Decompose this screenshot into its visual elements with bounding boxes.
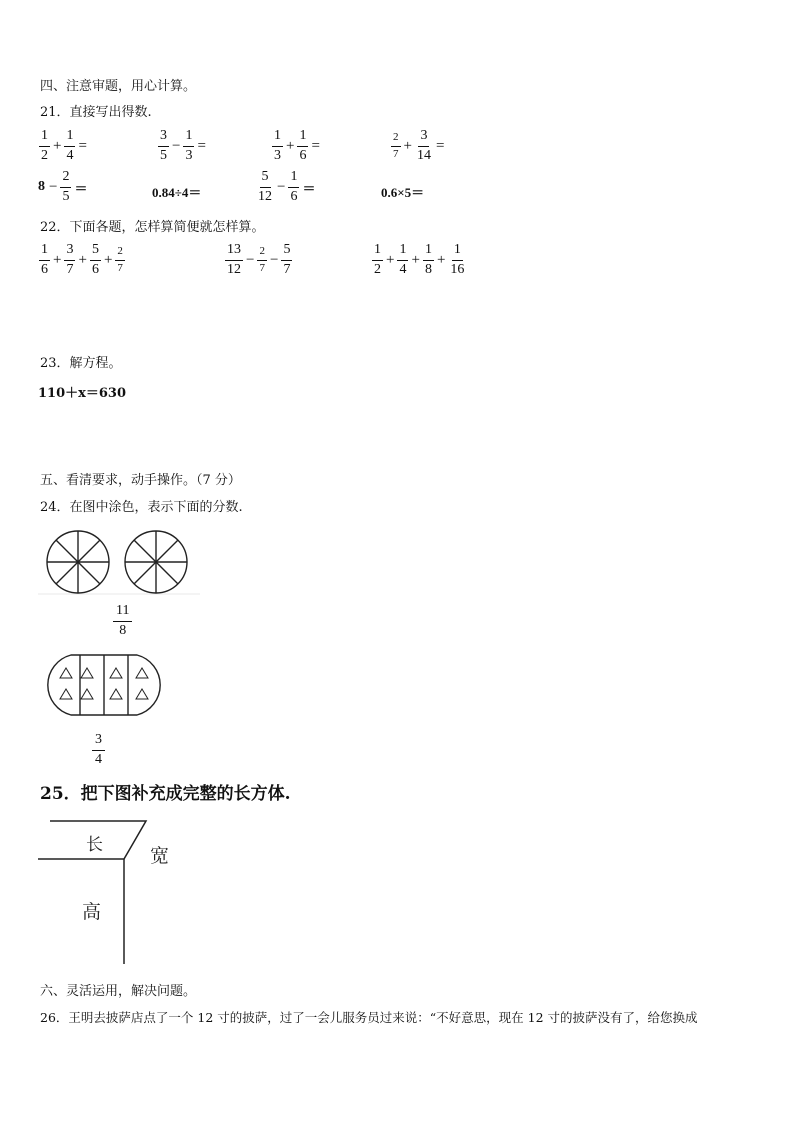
q21-expression-7: $\frac{5}{12}$ − $\frac{1}{6}$ ＝ (258, 169, 316, 204)
q24-fraction-2: 3 4 (92, 733, 105, 767)
section-4-title: 四、注意审题，用心计算。 (40, 79, 197, 94)
q24-fraction-1: 11 8 (113, 604, 132, 638)
q21-expression-5: 8 − $\frac{2}{5}$ ＝ (38, 169, 88, 204)
q24-circles-figure (38, 524, 200, 598)
question-25-title: 25．把下图补充成完整的长方体. (40, 784, 291, 804)
label-height: 高 (82, 901, 102, 923)
q21-expression-8: 0.6×5＝ (381, 185, 425, 200)
question-21-title: 21．直接写出得数. (40, 105, 152, 120)
q23-equation: 110＋x＝630 (38, 386, 127, 401)
circle-eighths-1 (47, 531, 109, 593)
label-length: 长 (86, 835, 103, 855)
section-6-title: 六、灵活运用，解决问题。 (40, 984, 197, 999)
circle-eighths-2 (125, 531, 187, 593)
question-22-title: 22．下面各题，怎样算简便就怎样算。 (40, 220, 265, 235)
q22-expression-2: $\frac{13}{12}$ − $\frac{2}{7}$ − $\frac{5}{7}$ (227, 242, 291, 277)
section-5-title: 五、看清要求，动手操作。（7 分） (40, 473, 241, 488)
q22-expression-1: $\frac{1}{6}$ + $\frac{3}{7}$ + $\frac{5}{6}$ + $\frac{2}{7}$ (41, 242, 123, 277)
q24-triangles-figure (47, 652, 161, 718)
q21-expression-4: $\frac{2}{7}$ + $\frac{3}{14}$ = (393, 128, 445, 163)
q21-expression-3: $\frac{1}{3}$ + $\frac{1}{6}$ = (274, 128, 320, 163)
q21-expression-6: 0.84÷4＝ (152, 185, 202, 200)
label-width: 宽 (150, 845, 170, 867)
q21-expression-1: $\frac{1}{2}$ + $\frac{1}{4}$ = (41, 128, 87, 163)
question-26-text: 26．王明去披萨店点了一个 12 寸的披萨，过了一会儿服务员过来说：“不好意思，现在 12 寸的披萨没有了，给您换成 (40, 1010, 698, 1025)
question-23-title: 23．解方程。 (40, 356, 122, 371)
q22-expression-3: $\frac{1}{2}$ + $\frac{1}{4}$ + $\frac{1}{8}$ + $\frac{1}{16}$ (374, 242, 465, 277)
q21-expression-2: $\frac{3}{5}$ − $\frac{1}{3}$ = (160, 128, 206, 163)
q25-cuboid-figure (36, 818, 226, 964)
question-24-title: 24．在图中涂色，表示下面的分数. (40, 500, 243, 515)
